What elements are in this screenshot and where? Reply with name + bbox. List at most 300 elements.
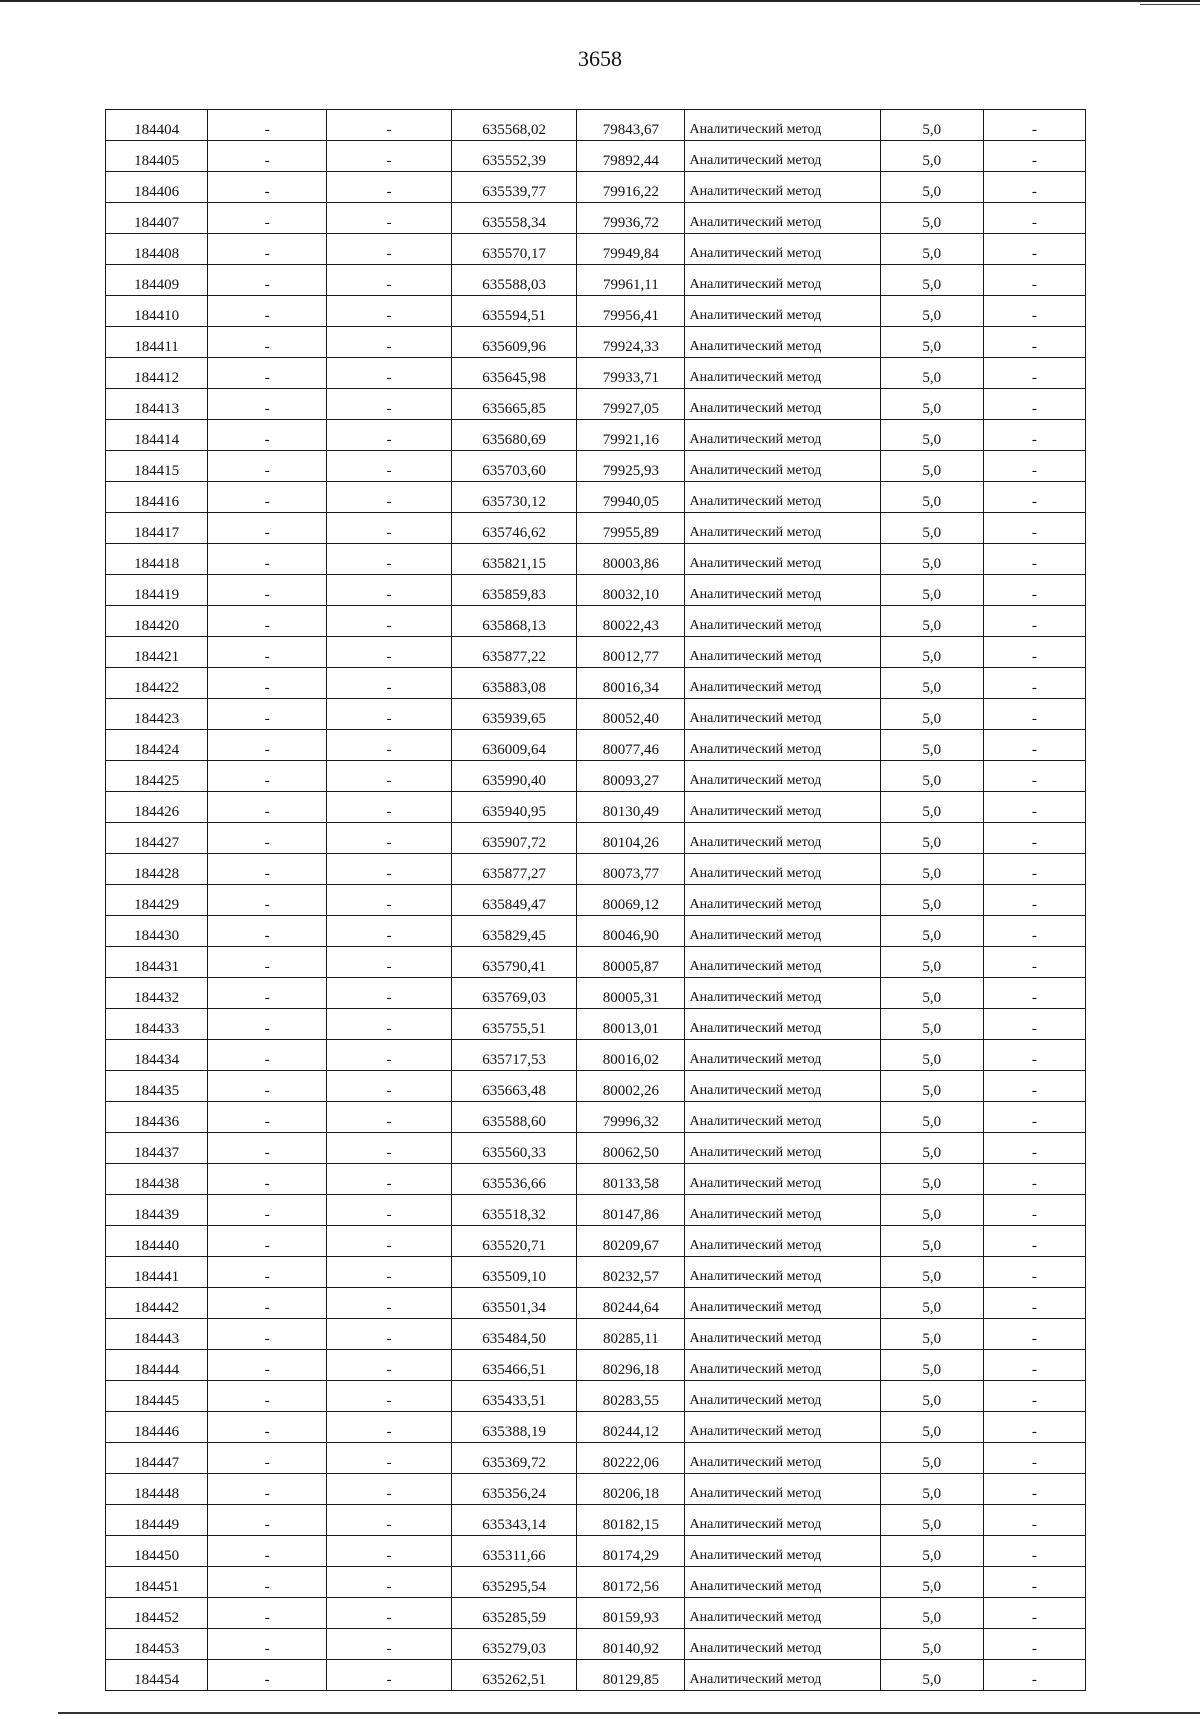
method-cell: Аналитический метод [685,389,880,420]
empty-cell-b: - [327,606,451,637]
point-id-cell: 184441 [106,1257,208,1288]
accuracy-cell: 5,0 [880,513,983,544]
empty-cell-c: - [983,1288,1085,1319]
method-cell: Аналитический метод [685,916,880,947]
empty-cell-a: - [208,172,327,203]
point-id-cell: 184407 [106,203,208,234]
table-row [106,327,1086,358]
empty-cell-b: - [327,916,451,947]
x-coordinate-cell: 635518,32 [451,1195,576,1226]
empty-cell-b: - [327,1257,451,1288]
empty-cell-a: - [208,730,327,761]
method-cell: Аналитический метод [685,1381,880,1412]
point-id-cell: 184419 [106,575,208,606]
accuracy-cell: 5,0 [880,978,983,1009]
y-coordinate-cell: 79924,33 [577,327,685,358]
x-coordinate-cell: 635730,12 [451,482,576,513]
y-coordinate-cell: 80022,43 [577,606,685,637]
point-id-cell: 184424 [106,730,208,761]
empty-cell-b: - [327,1195,451,1226]
point-id-cell: 184440 [106,1226,208,1257]
point-id-cell: 184430 [106,916,208,947]
table-row [106,1536,1086,1567]
empty-cell-a: - [208,1381,327,1412]
empty-cell-c: - [983,1567,1085,1598]
accuracy-cell: 5,0 [880,885,983,916]
y-coordinate-cell: 79940,05 [577,482,685,513]
empty-cell-c: - [983,327,1085,358]
empty-cell-b: - [327,389,451,420]
method-cell: Аналитический метод [685,358,880,389]
point-id-cell: 184415 [106,451,208,482]
table-row [106,1009,1086,1040]
empty-cell-c: - [983,1660,1085,1691]
y-coordinate-cell: 80069,12 [577,885,685,916]
table-row [106,1412,1086,1443]
y-coordinate-cell: 80077,46 [577,730,685,761]
accuracy-cell: 5,0 [880,575,983,606]
empty-cell-c: - [983,1195,1085,1226]
accuracy-cell: 5,0 [880,1257,983,1288]
y-coordinate-cell: 80296,18 [577,1350,685,1381]
empty-cell-c: - [983,544,1085,575]
accuracy-cell: 5,0 [880,110,983,141]
y-coordinate-cell: 80140,92 [577,1629,685,1660]
x-coordinate-cell: 635520,71 [451,1226,576,1257]
empty-cell-a: - [208,1040,327,1071]
empty-cell-b: - [327,296,451,327]
accuracy-cell: 5,0 [880,947,983,978]
method-cell: Аналитический метод [685,1257,880,1288]
y-coordinate-cell: 79921,16 [577,420,685,451]
y-coordinate-cell: 80016,02 [577,1040,685,1071]
y-coordinate-cell: 80174,29 [577,1536,685,1567]
empty-cell-a: - [208,1474,327,1505]
empty-cell-c: - [983,947,1085,978]
bottom-rule [58,1712,1200,1714]
point-id-cell: 184453 [106,1629,208,1660]
empty-cell-c: - [983,1226,1085,1257]
point-id-cell: 184414 [106,420,208,451]
empty-cell-c: - [983,699,1085,730]
method-cell: Аналитический метод [685,1195,880,1226]
empty-cell-c: - [983,1381,1085,1412]
table-row [106,358,1086,389]
method-cell: Аналитический метод [685,1536,880,1567]
accuracy-cell: 5,0 [880,1381,983,1412]
x-coordinate-cell: 635356,24 [451,1474,576,1505]
empty-cell-c: - [983,1598,1085,1629]
accuracy-cell: 5,0 [880,668,983,699]
y-coordinate-cell: 80244,12 [577,1412,685,1443]
empty-cell-c: - [983,265,1085,296]
empty-cell-b: - [327,947,451,978]
y-coordinate-cell: 79936,72 [577,203,685,234]
x-coordinate-cell: 635279,03 [451,1629,576,1660]
method-cell: Аналитический метод [685,730,880,761]
accuracy-cell: 5,0 [880,420,983,451]
accuracy-cell: 5,0 [880,916,983,947]
accuracy-cell: 5,0 [880,1133,983,1164]
accuracy-cell: 5,0 [880,699,983,730]
y-coordinate-cell: 79949,84 [577,234,685,265]
accuracy-cell: 5,0 [880,761,983,792]
x-coordinate-cell: 635755,51 [451,1009,576,1040]
point-id-cell: 184428 [106,854,208,885]
empty-cell-a: - [208,575,327,606]
empty-cell-a: - [208,792,327,823]
empty-cell-c: - [983,234,1085,265]
empty-cell-b: - [327,358,451,389]
y-coordinate-cell: 80209,67 [577,1226,685,1257]
table-row [106,1071,1086,1102]
empty-cell-c: - [983,978,1085,1009]
empty-cell-a: - [208,451,327,482]
empty-cell-a: - [208,1412,327,1443]
empty-cell-c: - [983,730,1085,761]
table-row [106,389,1086,420]
table-row [106,606,1086,637]
point-id-cell: 184429 [106,885,208,916]
table-row [106,730,1086,761]
table-row [106,141,1086,172]
point-id-cell: 184422 [106,668,208,699]
empty-cell-a: - [208,978,327,1009]
empty-cell-b: - [327,1288,451,1319]
empty-cell-a: - [208,1443,327,1474]
x-coordinate-cell: 635940,95 [451,792,576,823]
accuracy-cell: 5,0 [880,1226,983,1257]
x-coordinate-cell: 635552,39 [451,141,576,172]
y-coordinate-cell: 79956,41 [577,296,685,327]
point-id-cell: 184443 [106,1319,208,1350]
empty-cell-c: - [983,296,1085,327]
empty-cell-b: - [327,1226,451,1257]
table-row [106,761,1086,792]
table-row [106,1629,1086,1660]
x-coordinate-cell: 635821,15 [451,544,576,575]
table-row [106,1164,1086,1195]
accuracy-cell: 5,0 [880,327,983,358]
method-cell: Аналитический метод [685,1350,880,1381]
empty-cell-b: - [327,1133,451,1164]
empty-cell-c: - [983,1102,1085,1133]
empty-cell-a: - [208,1071,327,1102]
point-id-cell: 184432 [106,978,208,1009]
empty-cell-a: - [208,947,327,978]
accuracy-cell: 5,0 [880,358,983,389]
method-cell: Аналитический метод [685,637,880,668]
accuracy-cell: 5,0 [880,482,983,513]
point-id-cell: 184406 [106,172,208,203]
empty-cell-a: - [208,699,327,730]
accuracy-cell: 5,0 [880,451,983,482]
x-coordinate-cell: 635769,03 [451,978,576,1009]
accuracy-cell: 5,0 [880,389,983,420]
accuracy-cell: 5,0 [880,172,983,203]
empty-cell-a: - [208,1288,327,1319]
empty-cell-a: - [208,1598,327,1629]
empty-cell-a: - [208,265,327,296]
empty-cell-a: - [208,327,327,358]
method-cell: Аналитический метод [685,606,880,637]
method-cell: Аналитический метод [685,1040,880,1071]
point-id-cell: 184411 [106,327,208,358]
empty-cell-c: - [983,513,1085,544]
method-cell: Аналитический метод [685,172,880,203]
point-id-cell: 184442 [106,1288,208,1319]
empty-cell-a: - [208,482,327,513]
empty-cell-c: - [983,668,1085,699]
empty-cell-b: - [327,110,451,141]
method-cell: Аналитический метод [685,1319,880,1350]
x-coordinate-cell: 635509,10 [451,1257,576,1288]
method-cell: Аналитический метод [685,110,880,141]
point-id-cell: 184420 [106,606,208,637]
accuracy-cell: 5,0 [880,1660,983,1691]
table-row [106,885,1086,916]
method-cell: Аналитический метод [685,792,880,823]
top-rule-mark [1140,4,1200,5]
empty-cell-b: - [327,1660,451,1691]
method-cell: Аналитический метод [685,885,880,916]
x-coordinate-cell: 635868,13 [451,606,576,637]
method-cell: Аналитический метод [685,699,880,730]
table-row [106,668,1086,699]
empty-cell-c: - [983,1009,1085,1040]
empty-cell-a: - [208,1102,327,1133]
empty-cell-b: - [327,1505,451,1536]
method-cell: Аналитический метод [685,1598,880,1629]
method-cell: Аналитический метод [685,1443,880,1474]
method-cell: Аналитический метод [685,1505,880,1536]
method-cell: Аналитический метод [685,1288,880,1319]
table-row [106,203,1086,234]
empty-cell-a: - [208,358,327,389]
point-id-cell: 184418 [106,544,208,575]
empty-cell-b: - [327,1319,451,1350]
y-coordinate-cell: 80147,86 [577,1195,685,1226]
method-cell: Аналитический метод [685,668,880,699]
empty-cell-a: - [208,1009,327,1040]
table-row [106,1226,1086,1257]
point-id-cell: 184434 [106,1040,208,1071]
method-cell: Аналитический метод [685,1567,880,1598]
x-coordinate-cell: 635859,83 [451,575,576,606]
point-id-cell: 184450 [106,1536,208,1567]
empty-cell-c: - [983,203,1085,234]
y-coordinate-cell: 79843,67 [577,110,685,141]
coordinates-table [105,109,1086,1691]
table-row [106,296,1086,327]
empty-cell-b: - [327,203,451,234]
accuracy-cell: 5,0 [880,203,983,234]
point-id-cell: 184410 [106,296,208,327]
x-coordinate-cell: 635343,14 [451,1505,576,1536]
empty-cell-c: - [983,141,1085,172]
empty-cell-c: - [983,1443,1085,1474]
accuracy-cell: 5,0 [880,1164,983,1195]
accuracy-cell: 5,0 [880,1443,983,1474]
table-row [106,110,1086,141]
method-cell: Аналитический метод [685,451,880,482]
accuracy-cell: 5,0 [880,1629,983,1660]
empty-cell-b: - [327,513,451,544]
empty-cell-b: - [327,1443,451,1474]
x-coordinate-cell: 635388,19 [451,1412,576,1443]
empty-cell-c: - [983,1133,1085,1164]
y-coordinate-cell: 79933,71 [577,358,685,389]
empty-cell-a: - [208,1567,327,1598]
x-coordinate-cell: 635665,85 [451,389,576,420]
method-cell: Аналитический метод [685,1009,880,1040]
x-coordinate-cell: 635990,40 [451,761,576,792]
method-cell: Аналитический метод [685,265,880,296]
point-id-cell: 184449 [106,1505,208,1536]
method-cell: Аналитический метод [685,978,880,1009]
empty-cell-a: - [208,141,327,172]
empty-cell-c: - [983,1629,1085,1660]
table-row [106,947,1086,978]
accuracy-cell: 5,0 [880,792,983,823]
x-coordinate-cell: 635609,96 [451,327,576,358]
x-coordinate-cell: 635369,72 [451,1443,576,1474]
empty-cell-a: - [208,544,327,575]
table-row [106,482,1086,513]
method-cell: Аналитический метод [685,1226,880,1257]
point-id-cell: 184451 [106,1567,208,1598]
point-id-cell: 184452 [106,1598,208,1629]
accuracy-cell: 5,0 [880,1474,983,1505]
table-row [106,823,1086,854]
empty-cell-c: - [983,606,1085,637]
point-id-cell: 184454 [106,1660,208,1691]
point-id-cell: 184427 [106,823,208,854]
table-row [106,1474,1086,1505]
empty-cell-b: - [327,1598,451,1629]
method-cell: Аналитический метод [685,203,880,234]
y-coordinate-cell: 80172,56 [577,1567,685,1598]
empty-cell-c: - [983,1505,1085,1536]
empty-cell-a: - [208,1505,327,1536]
y-coordinate-cell: 80133,58 [577,1164,685,1195]
empty-cell-b: - [327,265,451,296]
empty-cell-a: - [208,389,327,420]
table-row [106,575,1086,606]
point-id-cell: 184448 [106,1474,208,1505]
accuracy-cell: 5,0 [880,1536,983,1567]
table-row [106,1505,1086,1536]
y-coordinate-cell: 80159,93 [577,1598,685,1629]
accuracy-cell: 5,0 [880,1350,983,1381]
empty-cell-c: - [983,823,1085,854]
empty-cell-b: - [327,1071,451,1102]
y-coordinate-cell: 80005,87 [577,947,685,978]
y-coordinate-cell: 79892,44 [577,141,685,172]
empty-cell-c: - [983,110,1085,141]
y-coordinate-cell: 79996,32 [577,1102,685,1133]
method-cell: Аналитический метод [685,1164,880,1195]
empty-cell-b: - [327,1040,451,1071]
y-coordinate-cell: 80232,57 [577,1257,685,1288]
point-id-cell: 184436 [106,1102,208,1133]
table-row [106,916,1086,947]
x-coordinate-cell: 635536,66 [451,1164,576,1195]
table-row [106,1133,1086,1164]
point-id-cell: 184433 [106,1009,208,1040]
empty-cell-c: - [983,761,1085,792]
x-coordinate-cell: 635849,47 [451,885,576,916]
x-coordinate-cell: 635829,45 [451,916,576,947]
empty-cell-c: - [983,482,1085,513]
x-coordinate-cell: 635560,33 [451,1133,576,1164]
y-coordinate-cell: 80005,31 [577,978,685,1009]
table-row [106,1381,1086,1412]
table-row [106,1195,1086,1226]
x-coordinate-cell: 635594,51 [451,296,576,327]
x-coordinate-cell: 635295,54 [451,1567,576,1598]
method-cell: Аналитический метод [685,1071,880,1102]
empty-cell-a: - [208,1629,327,1660]
y-coordinate-cell: 79925,93 [577,451,685,482]
y-coordinate-cell: 79955,89 [577,513,685,544]
x-coordinate-cell: 635588,03 [451,265,576,296]
empty-cell-c: - [983,637,1085,668]
empty-cell-b: - [327,482,451,513]
point-id-cell: 184426 [106,792,208,823]
point-id-cell: 184445 [106,1381,208,1412]
empty-cell-a: - [208,637,327,668]
point-id-cell: 184413 [106,389,208,420]
empty-cell-b: - [327,172,451,203]
x-coordinate-cell: 635790,41 [451,947,576,978]
empty-cell-b: - [327,575,451,606]
table-row [106,1257,1086,1288]
point-id-cell: 184447 [106,1443,208,1474]
method-cell: Аналитический метод [685,544,880,575]
x-coordinate-cell: 635746,62 [451,513,576,544]
table-row [106,172,1086,203]
point-id-cell: 184437 [106,1133,208,1164]
empty-cell-a: - [208,420,327,451]
accuracy-cell: 5,0 [880,637,983,668]
accuracy-cell: 5,0 [880,823,983,854]
point-id-cell: 184417 [106,513,208,544]
y-coordinate-cell: 80129,85 [577,1660,685,1691]
accuracy-cell: 5,0 [880,1071,983,1102]
x-coordinate-cell: 635680,69 [451,420,576,451]
empty-cell-a: - [208,916,327,947]
y-coordinate-cell: 79927,05 [577,389,685,420]
x-coordinate-cell: 635588,60 [451,1102,576,1133]
accuracy-cell: 5,0 [880,296,983,327]
x-coordinate-cell: 635939,65 [451,699,576,730]
empty-cell-b: - [327,544,451,575]
empty-cell-a: - [208,1257,327,1288]
method-cell: Аналитический метод [685,823,880,854]
empty-cell-b: - [327,1629,451,1660]
table-row [106,1040,1086,1071]
point-id-cell: 184423 [106,699,208,730]
point-id-cell: 184431 [106,947,208,978]
table-row [106,699,1086,730]
point-id-cell: 184408 [106,234,208,265]
accuracy-cell: 5,0 [880,1567,983,1598]
y-coordinate-cell: 80206,18 [577,1474,685,1505]
table-row [106,792,1086,823]
point-id-cell: 184405 [106,141,208,172]
accuracy-cell: 5,0 [880,1102,983,1133]
